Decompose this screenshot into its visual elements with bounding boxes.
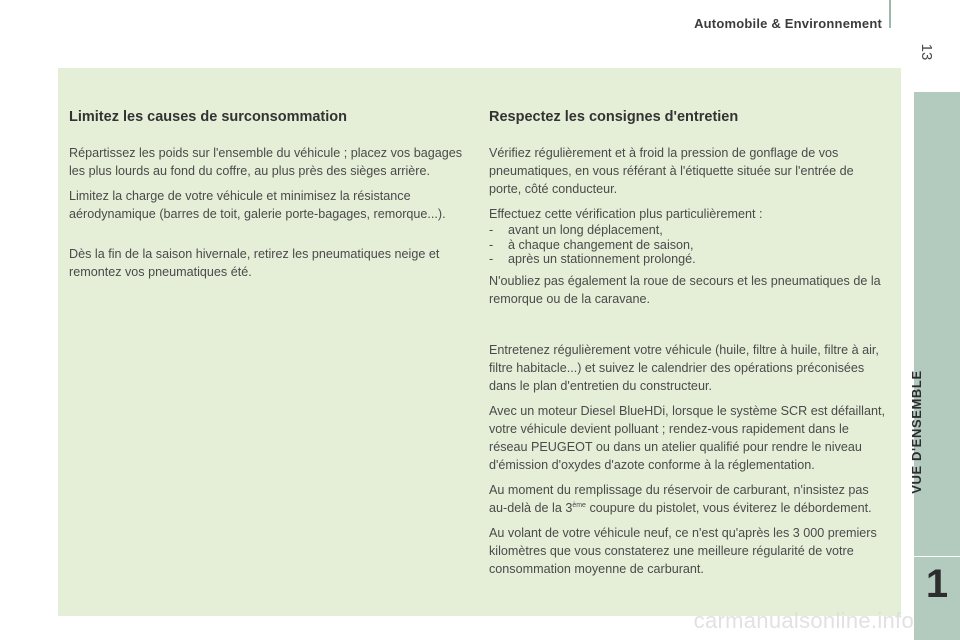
side-tab-divider <box>914 556 960 557</box>
list-item: - avant un long déplacement, <box>489 223 889 238</box>
left-column-heading: Limitez les causes de surconsommation <box>69 109 348 125</box>
list-item: - à chaque changement de saison, <box>489 238 889 253</box>
right-paragraph-scr: Avec un moteur Diesel BlueHDi, lorsque le système SCR est défaillant, votre véhicule devient polluant ; rendez-vous rapidement dans le réseau PEUGEOT ou dans un atelier qualifié pour rendre le niveau d'émission d'oxydes d'azote conforme à la réglementation. <box>489 403 885 472</box>
left-paragraph-tyres: Dès la fin de la saison hivernale, retirez les pneumatiques neige et remontez vos pneumatiques été. <box>69 247 440 279</box>
check-list <box>489 223 889 267</box>
header-rule <box>889 0 891 28</box>
ordinal-superscript: ème <box>572 501 586 509</box>
right-paragraph-refuel <box>489 481 889 517</box>
left-column <box>69 108 474 288</box>
right-paragraph-pressure: Vérifiez régulièrement et à froid la pression de gonflage de vos pneumatiques, en vous référant à l'étiquette située sur l'entrée de porte, côté conducteur. <box>489 146 854 196</box>
page-number: 13 <box>918 43 935 61</box>
right-paragraph-maintenance: Entretenez régulièrement votre véhicule (huile, filtre à huile, filtre à air, filtre habitacle...) et suivez le calendrier des opérations préconisées dans le plan d'entretien du constructeur. <box>489 342 879 393</box>
right-paragraph-spare: N'oubliez pas également la roue de secours et les pneumatiques de la remorque ou de la caravane. <box>489 273 881 306</box>
left-paragraph-weight: Répartissez les poids sur l'ensemble du véhicule ; placez vos bagages les plus lourds au fond du coffre, au plus près des sièges arrière. <box>69 146 463 178</box>
left-paragraph-aero: Limitez la charge de votre véhicule et minimisez la résistance aérodynamique (barres de toit, galerie porte-bagages, remorque...). <box>69 189 446 221</box>
watermark: carmanualsonline.info <box>693 608 914 633</box>
right-paragraph-check-intro: Effectuez cette vérification plus particulièrement : <box>489 207 763 221</box>
refuel-text-end: coupure du pistolet, vous éviterez le débordement. <box>585 500 872 515</box>
right-column <box>489 108 889 585</box>
refuel-text-start: Au moment du remplissage du réservoir de carburant, n'insistez pas au-delà de la 3 <box>489 482 869 515</box>
section-number: 1 <box>925 562 949 606</box>
section-side-label: VUE D'ENSEMBLE <box>909 370 924 494</box>
page-header-title: Automobile & Environnement <box>694 16 882 31</box>
list-item: - après un stationnement prolongé. <box>489 252 889 267</box>
right-column-heading: Respectez les consignes d'entretien <box>489 109 739 125</box>
right-paragraph-new-vehicle: Au volant de votre véhicule neuf, ce n'est qu'après les 3 000 premiers kilomètres que vous constaterez une meilleure régularité de votre consommation moyenne de carburant. <box>489 525 877 576</box>
